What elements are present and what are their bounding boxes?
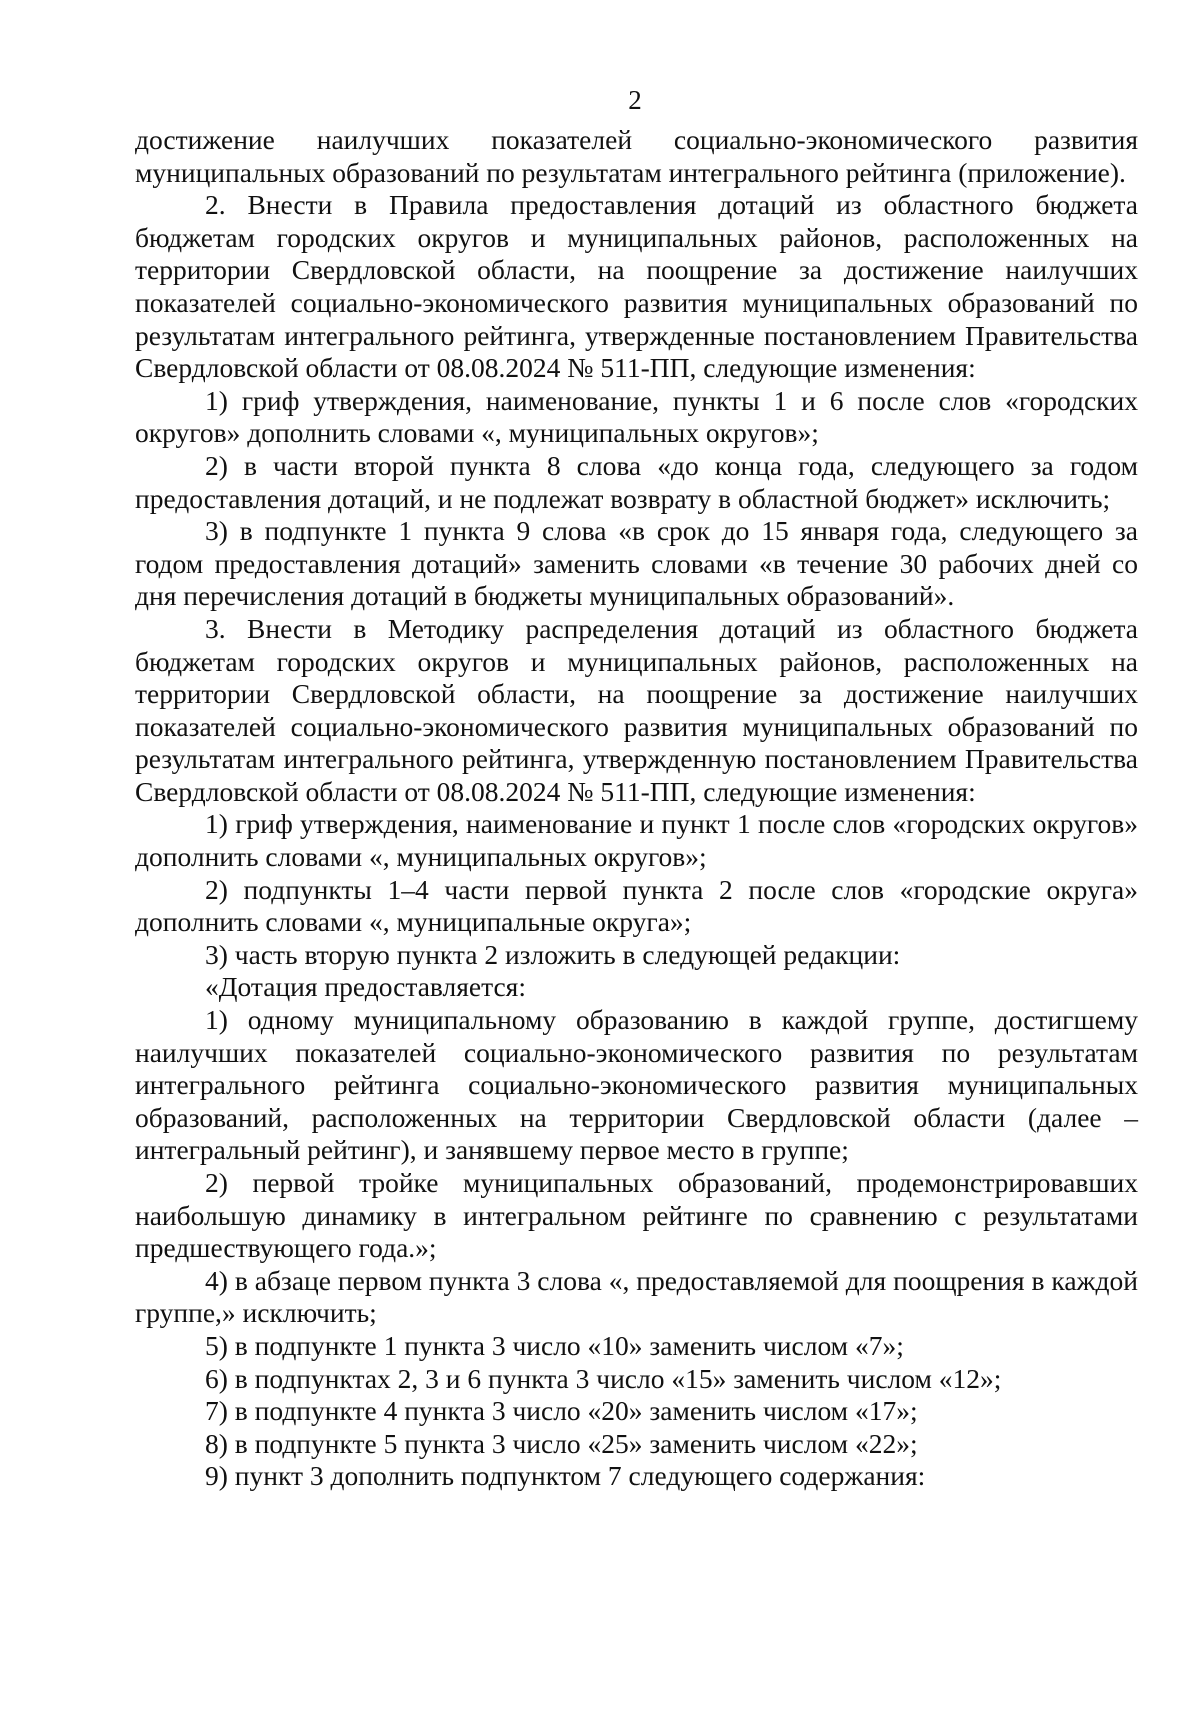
paragraph-subitem: 1) гриф утверждения, наименование, пункты 1 и 6 после слов «городских округов» дополнить словами «, муниципальных округов»;: [135, 384, 1138, 449]
paragraph-subitem: 8) в подпункте 5 пункта 3 число «25» заменить числом «22»;: [205, 1427, 918, 1459]
paragraph-quoted-item: 2) первой тройке муниципальных образований, продемонстрировавших наибольшую динамику в интегральном рейтинге по сравнению с результатами предшествующего года.»;: [135, 1167, 1138, 1264]
paragraph-subitem: 7) в подпункте 4 пункта 3 число «20» заменить числом «17»;: [205, 1395, 918, 1427]
paragraph-subitem: 2) подпункты 1–4 части первой пункта 2 после слов «городские округа» дополнить словами «, муниципальные округа»;: [135, 873, 1138, 938]
paragraph-subitem: 3) в подпункте 1 пункта 9 слова «в срок до 15 января года, следующего за годом предоставления дотаций» заменить словами «в течение 30 рабочих дней со дня перечисления дотаций в бюджеты муниципальных образований».: [135, 515, 1138, 612]
paragraph-quoted-item: 1) одному муниципальному образованию в каждой группе, достигшему наилучших показателей социально-экономического развития по результатам интегрального рейтинга социально-экономического развития муниципальных образований, расположенных на территории Свердловской области (далее – интегральный рейтинг), и занявшему первое место в группе;: [135, 1004, 1138, 1166]
paragraph-subitem: 1) гриф утверждения, наименование и пункт 1 после слов «городских округов» дополнить словами «, муниципальных округов»;: [135, 808, 1138, 873]
document-body: [135, 124, 1138, 1493]
paragraph-subitem: 4) в абзаце первом пункта 3 слова «, предоставляемой для поощрения в каждой группе,» исключить;: [135, 1264, 1138, 1329]
paragraph-subitem: 6) в подпунктах 2, 3 и 6 пункта 3 число «15» заменить числом «12»;: [205, 1362, 1002, 1394]
paragraph-quote-start: «Дотация предоставляется:: [205, 971, 526, 1003]
paragraph-subitem: 2) в части второй пункта 8 слова «до конца года, следующего за годом предоставления дотаций, и не подлежат возврату в областной бюджет» исключить;: [135, 449, 1138, 514]
paragraph-subitem: 3) часть вторую пункта 2 изложить в следующей редакции:: [205, 938, 901, 970]
paragraph-subitem: 5) в подпункте 1 пункта 3 число «10» заменить числом «7»;: [205, 1329, 904, 1361]
paragraph-continuation: достижение наилучших показателей социально-экономического развития муниципальных образований по результатам интегрального рейтинга (приложение).: [135, 124, 1138, 188]
page-number: 2: [628, 85, 642, 115]
paragraph-item-3: 3. Внести в Методику распределения дотаций из областного бюджета бюджетам городских округов и муниципальных районов, расположенных на территории Свердловской области, на поощрение за достижение наилучших показателей социально-экономического развития муниципальных образований по результатам интегрального рейтинга, утвержденную постановлением Правительства Свердловской области от 08.08.2024 № 511-ПП, следующие изменения:: [135, 612, 1138, 807]
paragraph-item-2: 2. Внести в Правила предоставления дотаций из областного бюджета бюджетам городских округов и муниципальных районов, расположенных на территории Свердловской области, на поощрение за достижение наилучших показателей социально-экономического развития муниципальных образований по результатам интегрального рейтинга, утвержденные постановлением Правительства Свердловской области от 08.08.2024 № 511-ПП, следующие изменения:: [135, 189, 1138, 384]
paragraph-subitem: 9) пункт 3 дополнить подпунктом 7 следующего содержания:: [205, 1460, 926, 1492]
